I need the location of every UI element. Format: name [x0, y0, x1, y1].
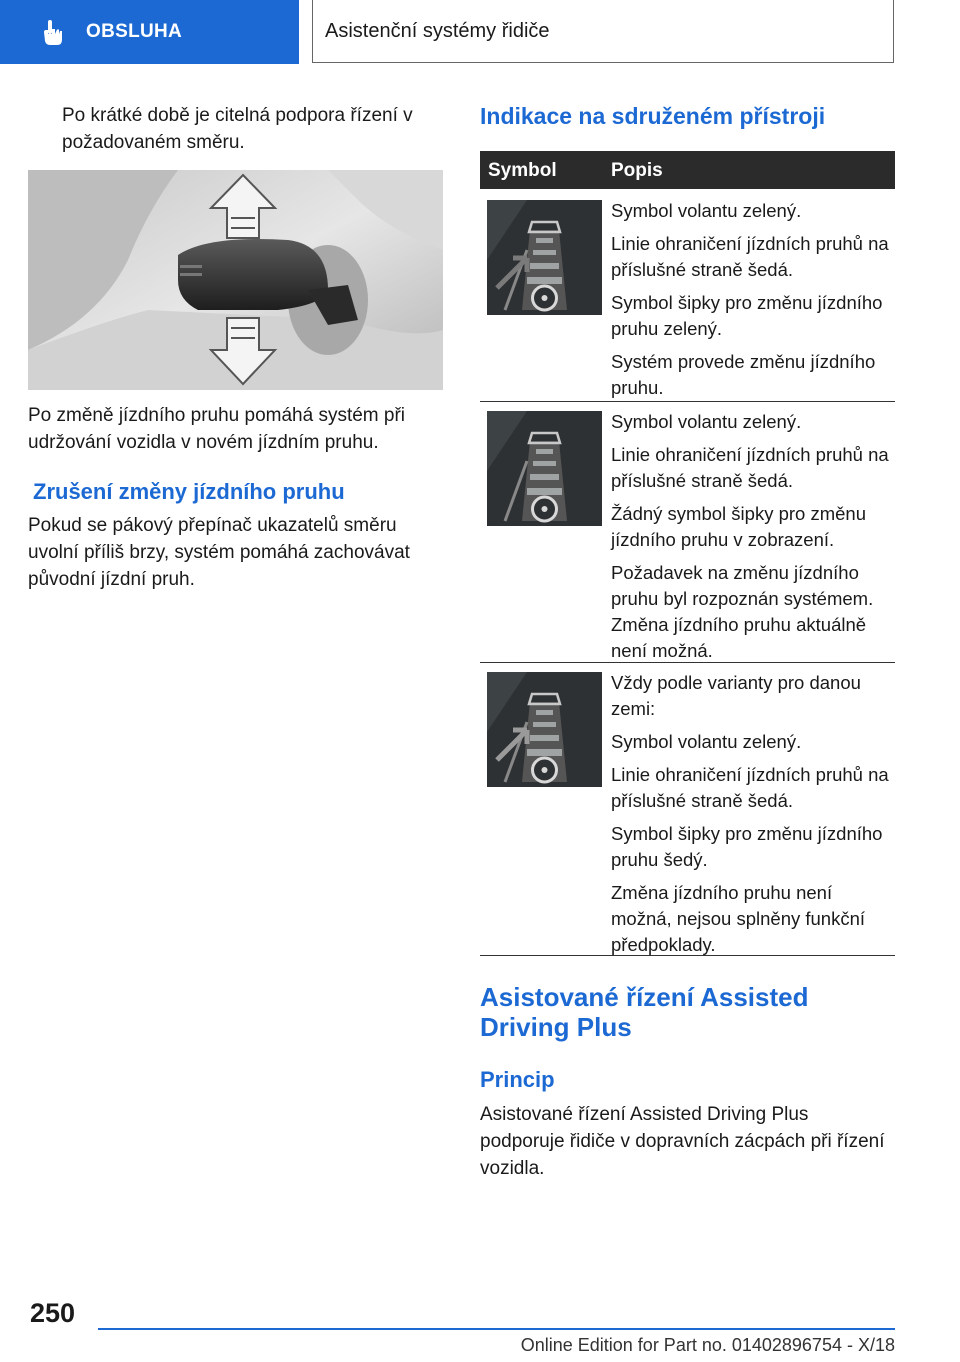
heading-assisted-driving: Asistované řízení Assisted Driving Plus	[480, 982, 809, 1042]
heading-principle: Princip	[480, 1067, 555, 1092]
row-description	[611, 409, 891, 671]
page-number: 250	[30, 1298, 76, 1328]
paragraph-principle: Asistované řízení Assisted Driving Plus podporuje řidiče v dopravních zácpách při řízení vozidla.	[480, 1104, 885, 1179]
paragraph-after-change: Po změně jízdního pruhu pomáhá systém při udržování vozidla v novém jízdním pruhu.	[28, 405, 406, 453]
row-description	[611, 198, 891, 408]
description-line: Požadavek na změnu jízdního pruhu byl rozpoznán systémem. Změna jízdního pruhu aktuálně není možná.	[611, 562, 874, 661]
section-tab	[0, 0, 299, 64]
description-line: Vždy podle varianty pro danou zemi:	[611, 672, 861, 719]
heading-cancel-lane-change: Zrušení změny jízdního pruhu	[33, 479, 345, 504]
turn-signal-lever-image	[28, 170, 443, 390]
description-line: Linie ohraničení jízdních pruhů na příslušné straně šedá.	[611, 764, 889, 811]
description-line: Symbol volantu zelený.	[611, 411, 802, 432]
chapter-box	[312, 0, 894, 63]
description-line: Symbol volantu zelený.	[611, 731, 802, 752]
lane-change-symbol-icon	[487, 200, 602, 315]
column-symbol: Symbol	[488, 160, 557, 181]
lane-change-symbol-icon	[487, 411, 602, 526]
row-description	[611, 670, 891, 965]
paragraph-support: Po krátké době je citelná podpora řízení v požadovaném směru.	[62, 105, 413, 153]
heading-instrument-display: Indikace na sdruženém přístroji	[480, 103, 826, 129]
footer-divider	[98, 1328, 895, 1330]
description-line: Žádný symbol šipky pro změnu jízdního pruhu v zobrazení.	[611, 503, 866, 550]
section-title: OBSLUHA	[86, 21, 183, 42]
lane-change-symbol-icon	[487, 672, 602, 787]
description-line: Symbol šipky pro změnu jízdního pruhu zelený.	[611, 292, 883, 339]
paragraph-cancel: Pokud se pákový přepínač ukazatelů směru uvolní příliš brzy, systém pomáhá zachovávat původní jízdní pruh.	[28, 515, 410, 590]
edition-note: Online Edition for Part no. 01402896754 - X/18	[520, 1335, 895, 1355]
description-line: Symbol šipky pro změnu jízdního pruhu šedý.	[611, 823, 883, 870]
table-header	[480, 151, 895, 189]
description-line: Symbol volantu zelený.	[611, 200, 802, 221]
description-line: Linie ohraničení jízdních pruhů na příslušné straně šedá.	[611, 444, 889, 491]
table-row	[480, 401, 895, 663]
description-line: Systém provede změnu jízdního pruhu.	[611, 351, 876, 398]
chapter-title: Asistenční systémy řidiče	[325, 19, 550, 42]
table-row	[480, 662, 895, 956]
column-description: Popis	[611, 160, 663, 181]
table-row	[480, 190, 895, 402]
description-line: Linie ohraničení jízdních pruhů na příslušné straně šedá.	[611, 233, 889, 280]
hand-icon	[40, 18, 66, 46]
description-line: Změna jízdního pruhu není možná, nejsou splněny funkční předpoklady.	[611, 882, 866, 955]
